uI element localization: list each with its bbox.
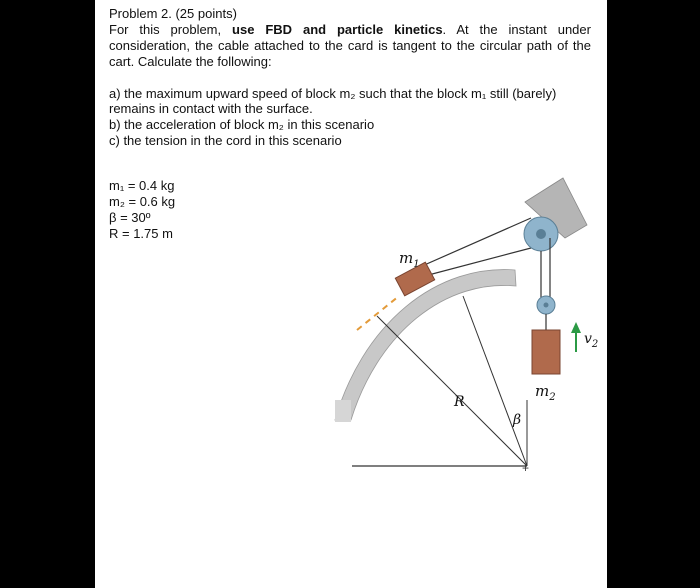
- given-m1: m₁ = 0.4 kg: [109, 178, 175, 193]
- cable-upper: [413, 218, 531, 270]
- label-v2: $v_2$: [584, 331, 599, 350]
- given-m2: m₂ = 0.6 kg: [109, 194, 176, 209]
- problem-title: Problem 2. (25 points): [109, 6, 237, 21]
- label-R: R: [454, 394, 465, 410]
- given-radius: R = 1.75 m: [109, 226, 173, 241]
- label-beta: β: [513, 412, 522, 428]
- given-beta: β = 30º: [109, 210, 151, 225]
- surface-base: [335, 400, 351, 422]
- top-pulley-hub: [536, 229, 546, 239]
- intro-part2: . At the instant under consideration, the cable attached to the card is tangent to the circular path of the cart. Calculate the following:: [109, 22, 591, 69]
- label-m1: $m_1$: [399, 249, 420, 270]
- part-a-line1: a) the maximum upward speed of block m₂ such that the block m₁ still (barely): [109, 86, 557, 101]
- intro-bold: use FBD and particle kinetics: [232, 22, 443, 37]
- lower-pulley-hub: [544, 303, 549, 308]
- part-a-line2: remains in contact with the surface.: [109, 101, 313, 116]
- block-m2: [532, 330, 560, 374]
- part-b: b) the acceleration of block m₂ in this scenario: [109, 117, 375, 132]
- radius-line-beta: [463, 296, 527, 466]
- circular-surface: [335, 270, 516, 420]
- center-mark: +: [522, 461, 530, 475]
- mechanism-figure: [95, 0, 607, 588]
- intro-part1: For this problem,: [109, 22, 233, 37]
- v2-arrow-head: [571, 322, 581, 333]
- radius-line-R: [377, 316, 527, 466]
- label-m2: $m_2$: [535, 382, 556, 403]
- part-c: c) the tension in the cord in this scenario: [109, 133, 342, 148]
